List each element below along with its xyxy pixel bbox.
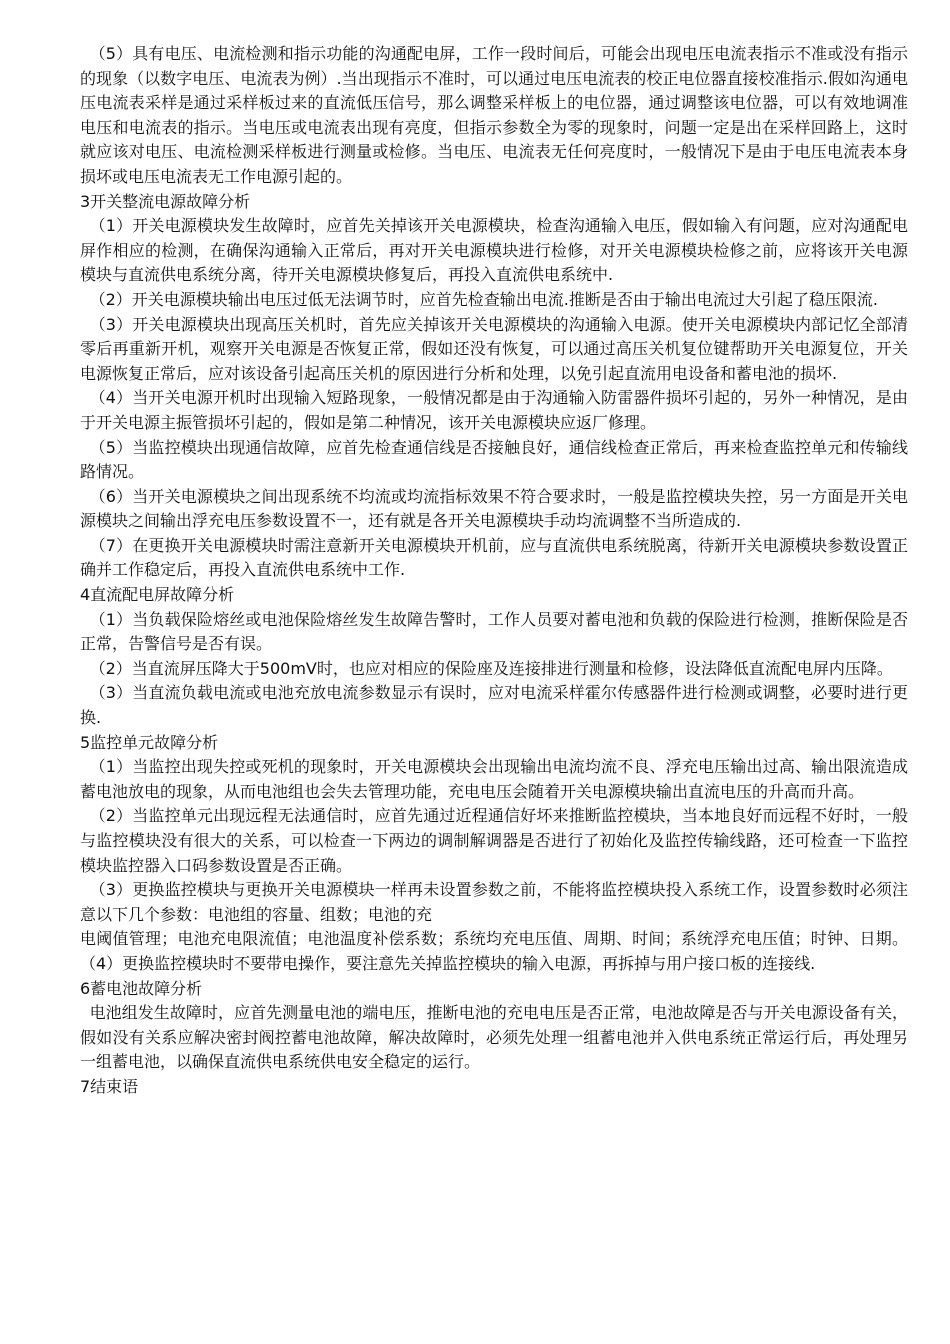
paragraph-3-1: （1）开关电源模块发生故障时，应首先关掉该开关电源模块，检查沟通输入电压，假如输入有问题，应对沟通配电屏作相应的检测，在确保沟通输入正常后，再对开关电源模块进行检修，对开关电源模块检修之前，应将该开关电源模块与直流供电系统分离，待开关电源模块修复后，再投入直流供电系统中.: [80, 216, 908, 285]
section-heading-6: 6蓄电池故障分析: [80, 978, 203, 998]
paragraph-4-3: （3）当直流负载电流或电池充放电流参数显示有误时，应对电流采样霍尔传感器件进行检测或调整，必要时进行更换.: [80, 683, 908, 728]
paragraph-3-3: （3）开关电源模块出现高压关机时，首先应关掉该开关电源模块的沟通输入电源。使开关电源模块内部记忆全部清零后再重新开机，观察开关电源是否恢复正常，假如还没有恢复，可以通过高压关机复位键帮助开关电源复位，开关电源恢复正常后，应对该设备引起高压关机的原因进行分析和处理，以免引起直流用电设备和蓄电池的损坏.: [80, 314, 908, 383]
paragraph-4-2: （2）当直流屏压降大于500mV时，也应对相应的保险座及连接排进行测量和检修，设法降低直流配电屏内压降。: [89, 658, 893, 678]
paragraph-5-3: （3）更换监控模块与更换开关电源模块一样再未设置参数之前，不能将监控模块投入系统工作，设置参数时必须注意以下几个参数：电池组的容量、组数；电池的充: [80, 880, 908, 924]
paragraph-3-6: （6）当开关电源模块之间出现系统不均流或均流指标效果不符合要求时，一般是监控模块失控，另一方面是开关电源模块之间输出浮充电压参数设置不一，还有就是各开关电源模块手动均流调整不当所造成的.: [80, 486, 908, 531]
paragraph-ac-meter-fault: （5）具有电压、电流检测和指示功能的沟通配电屏，工作一段时间后，可能会出现电压电流表指示不准或没有指示的现象（以数字电压、电流表为例）.当出现指示不准时，可以通过电压电流表的校正电位器直接校准指示.假如沟通电压电流表采样是通过采样板过来的直流低压信号，那么调整采样板上的电位器，通过调整该电位器，可以有效地调准电压和电流表的指示。当电压或电流表出现有亮度，但指示参数全为零的现象时，问题一定是出在采样回路上，这时就应该对电压、电流检测采样板进行测量或检修。当电压、电流表无任何亮度时，一般情况下是由于电压电流表本身损坏或电压电流表无工作电源引起的。: [80, 44, 908, 186]
paragraph-4-1: （1）当负载保险熔丝或电池保险熔丝发生故障告警时，工作人员要对蓄电池和负载的保险进行检测，推断保险是否正常，告警信号是否有误。: [80, 609, 908, 654]
paragraph-3-7: （7）在更换开关电源模块时需注意新开关电源模块开机前，应与直流供电系统脱离，待新开关电源模块参数设置正确并工作稳定后，再投入直流供电系统中工作.: [80, 535, 908, 580]
paragraph-5-3-continued: 电阈值管理；电池充电限流值；电池温度补偿系数；系统均充电压值、周期、时间；系统浮充电压值；时钟、日期。（4）更换监控模块时不要带电操作，要注意先关掉监控模块的输入电源，再拆掉与用户接口板的连接线.: [80, 929, 908, 973]
paragraph-6-1: 电池组发生故障时，应首先测量电池的端电压，推断电池的充电电压是否正常，电池故障是否与开关电源设备有关，假如没有关系应解决密封阀控蓄电池故障，解决故障时，必须先处理一组蓄电池并入供电系统正常运行后，再处理另一组蓄电池，以确保直流供电系统供电安全稳定的运行。: [80, 1003, 908, 1072]
section-heading-4: 4直流配电屏故障分析: [80, 585, 235, 605]
section-heading-5: 5监控单元故障分析: [80, 732, 219, 752]
paragraph-5-1: （1）当监控出现失控或死机的现象时，开关电源模块会出现输出电流均流不良、浮充电压输出过高、输出限流造成蓄电池放电的现象，从而电池组也会失去管理功能，充电电压会随着开关电源模块输出直流电压的升高而升高。: [80, 757, 908, 801]
section-heading-3: 3开关整流电源故障分析: [80, 191, 251, 211]
paragraph-3-4: （4）当开关电源开机时出现输入短路现象，一般情况都是由于沟通输入防雷器件损坏引起的，另外一种情况，是由于开关电源主振管损坏引起的，假如是第二种情况，该开关电源模块应返厂修理。: [80, 388, 908, 432]
section-heading-7: 7结束语: [80, 1076, 139, 1096]
paragraph-5-2: （2）当监控单元出现远程无法通信时，应首先通过近程通信好坏来推断监控模块，当本地良好而远程不好时，一般与监控模块没有很大的关系，可以检查一下两边的调制解调器是否进行了初始化及监控传输线路，还可检查一下监控模块监控器入口码参数设置是否正确。: [80, 806, 908, 875]
paragraph-3-2: （2）开关电源模块输出电压过低无法调节时，应首先检查输出电流.推断是否由于输出电流过大引起了稳压限流.: [89, 289, 878, 309]
paragraph-3-5: （5）当监控模块出现通信故障，应首先检查通信线是否接触良好，通信线检查正常后，再来检查监控单元和传输线路情况。: [80, 437, 908, 482]
